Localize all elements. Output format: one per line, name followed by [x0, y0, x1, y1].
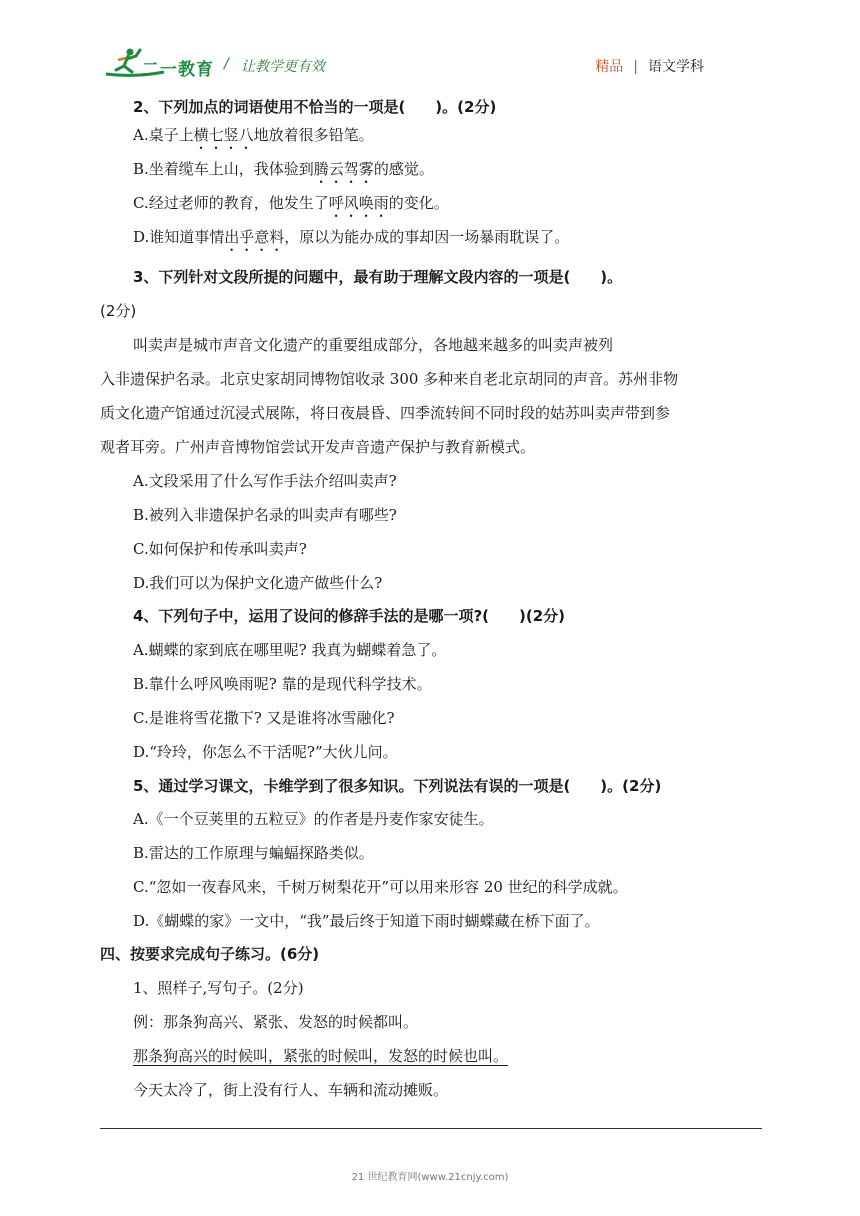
question-5-stem: 5、通过学习课文，卡维学到了很多知识。下列说法有误的一项是( )。(2分): [133, 777, 662, 795]
dotted-word: 出乎意料: [224, 228, 285, 246]
question-4-stem: 4、下列句子中，运用了设问的修辞手法的是哪一项?( )(2分): [133, 607, 565, 625]
logo-text: 二一教育: [142, 60, 214, 80]
slogan: 让教学更有效: [241, 59, 325, 75]
option-text: B.坐着缆车上山，我体验到: [133, 160, 314, 178]
page-header: [0, 0, 860, 90]
dotted-word: 横七竖八: [193, 126, 254, 144]
question-5-option-d: D.《蝴蝶的家》一文中，“我”最后终于知道下雨时蝴蝶藏在桥下面了。: [133, 912, 600, 930]
question-5-option-b: B.雷达的工作原理与蝙蝠探路类似。: [133, 844, 374, 862]
header-divider: |: [633, 59, 638, 75]
question-2-stem: 2、下列加点的词语使用不恰当的一项是( )。(2分): [133, 98, 497, 116]
question-4-option-d: D.“玲玲，你怎么不干活呢?”大伙儿问。: [133, 743, 398, 761]
question-2-option-c: [133, 192, 449, 221]
footer-text: 21 世纪教育网(www.21cnjy.com): [351, 1172, 509, 1183]
dotted-word: 腾云驾雾: [313, 160, 374, 178]
question-3-score: (2分): [100, 302, 137, 320]
question-4-option-a: A.蝴蝶的家到底在哪里呢? 我真为蝴蝶着急了。: [133, 641, 447, 659]
passage-line: 观者耳旁。广州声音博物馆尝试开发声音遗产保护与教育新模式。: [100, 438, 536, 456]
question-3-stem: 3、下列针对文段所提的问题中，最有助于理解文段内容的一项是( )。: [133, 268, 623, 286]
question-3-option-c: C.如何保护和传承叫卖声?: [133, 540, 307, 558]
footer-divider: [100, 1128, 762, 1129]
question-3-option-a: A.文段采用了什么写作手法介绍叫卖声?: [133, 472, 397, 490]
example-sentence: 例：那条狗高兴、紧张、发怒的时候都叫。: [133, 1013, 419, 1031]
option-text: 的变化。: [388, 194, 449, 212]
question-2-option-b: [133, 158, 434, 187]
passage-line: 质文化遗产馆通过沉浸式展陈，将日夜晨昏、四季流转间不同时段的姑苏叫卖声带到参: [100, 404, 671, 422]
passage-line: 入非遗保护名录。北京史家胡同博物馆收录 300 多种来自老北京胡同的声音。苏州非物: [100, 370, 679, 388]
question-3-option-b: B.被列入非遗保护名录的叫卖声有哪些?: [133, 506, 397, 524]
question-2-option-d: [133, 226, 569, 255]
header-subject: [595, 56, 704, 76]
example-answer: 那条狗高兴的时候叫，紧张的时候叫，发怒的时候也叫。: [133, 1047, 509, 1065]
section-4-title: 四、按要求完成句子练习。(6分): [100, 945, 320, 963]
question-4-option-c: C.是谁将雪花撒下? 又是谁将冰雪融化?: [133, 709, 395, 727]
question-4-option-b: B.靠什么呼风唤雨呢? 靠的是现代科学技术。: [133, 675, 432, 693]
question-5-option-c: C.“忽如一夜春风来，千树万树梨花开”可以用来形容 20 世纪的科学成就。: [133, 878, 628, 896]
option-text: A.桌子上: [133, 126, 194, 144]
sub-question-1: 1、照样子,写句子。(2分): [133, 979, 304, 997]
task-sentence: 今天太冷了，街上没有行人、车辆和流动摊贩。: [133, 1081, 449, 1099]
question-3-option-d: D.我们可以为保护文化遗产做些什么?: [133, 574, 383, 592]
question-2-option-a: [133, 124, 374, 153]
dotted-word: 呼风唤雨: [328, 194, 389, 212]
slogan-separator: /: [224, 56, 229, 72]
passage-line: 叫卖声是城市声音文化遗产的重要组成部分，各地越来越多的叫卖声被列: [133, 336, 614, 354]
option-text: C.经过老师的教育，他发生了: [133, 194, 329, 212]
option-text: 地放着很多铅笔。: [253, 126, 374, 144]
option-text: D.谁知道事情: [133, 228, 225, 246]
question-5-option-a: A.《一个豆荚里的五粒豆》的作者是丹麦作家安徒生。: [133, 810, 494, 828]
subject-label: 语文学科: [648, 59, 704, 75]
option-text: ，原以为能办成的事却因一场暴雨耽误了。: [284, 228, 570, 246]
premium-label: 精品: [595, 59, 624, 75]
option-text: 的感觉。: [373, 160, 434, 178]
